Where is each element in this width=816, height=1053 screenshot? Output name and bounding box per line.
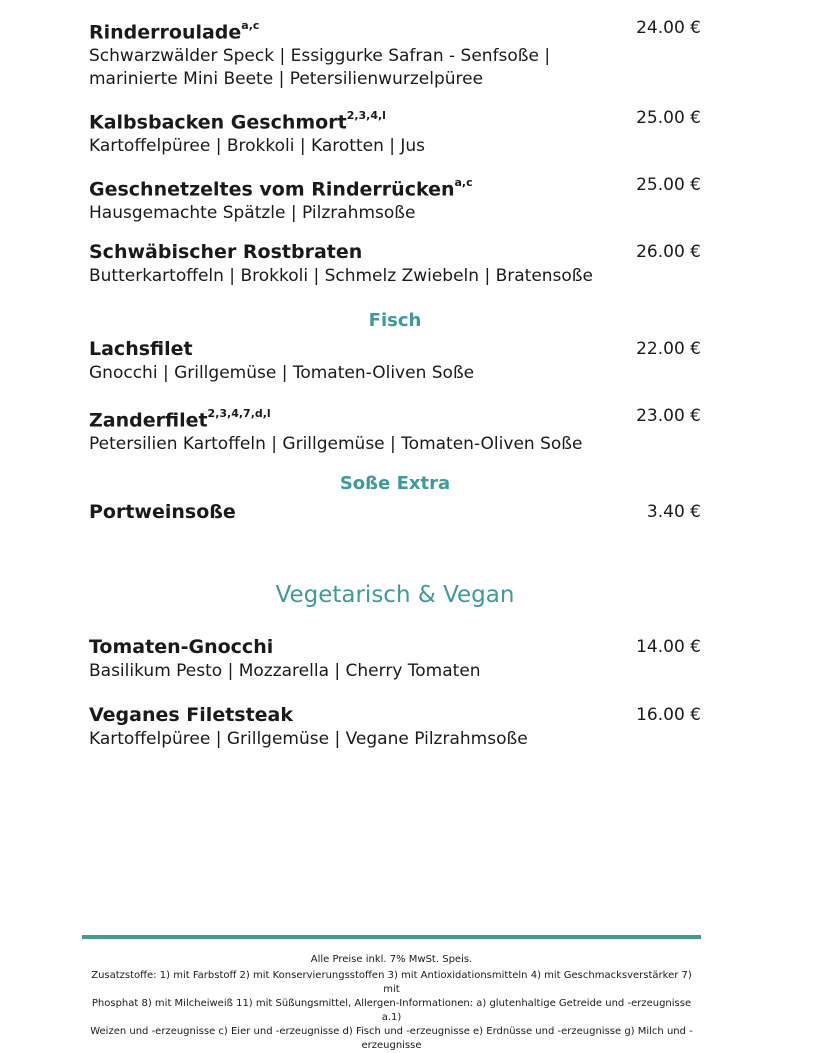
dish-name: Kalbsbacken Geschmort$^{2,3,4,l}$ <box>89 109 386 134</box>
dish-price: 24.00 € <box>636 18 701 38</box>
dish-price: 16.00 € <box>636 705 701 725</box>
dish-description: Petersilien Kartoffeln | Grillgemüse | Tomaten-Oliven Soße <box>89 434 583 455</box>
section-heading-vegetarisch-vegan: Vegetarisch & Vegan <box>275 582 515 608</box>
menu-item-geschnetzeltes <box>89 174 701 225</box>
dish-description: Kartoffelpüree | Grillgemüse | Vegane Pilzrahmsoße <box>89 729 528 749</box>
dish-name: Veganes Filetsteak <box>89 704 294 726</box>
menu-item-lachsfilet <box>89 338 701 385</box>
dish-name: Tomaten-Gnocchi <box>89 636 274 658</box>
dish-name: Schwäbischer Rostbraten <box>89 241 363 263</box>
dish-price: 25.00 € <box>636 108 701 128</box>
section-heading-sosse-extra: Soße Extra <box>339 473 451 494</box>
allergen-codes: a,c <box>241 19 260 32</box>
dish-description: Kartoffelpüree | Brokkoli | Karotten | Jus <box>89 136 426 157</box>
additives-line-2: Phosphat 8) mit Milcheiweiß 11) mit Süßungsmittel, Allergen-Informationen: a) glutenhaltige Getreide und -erzeugnisse a.1) <box>91 998 692 1023</box>
menu-item-veganes-filetsteak <box>89 704 701 751</box>
additives-line-3: Weizen und -erzeugnisse c) Eier und -erzeugnisse d) Fisch und -erzeugnisse e) Erdnüsse und -erzeugnisse g) Milch und -erzeugnisse <box>90 1026 693 1051</box>
dish-name: Zanderfilet$^{2,3,4,7,d,l}$ <box>89 407 271 432</box>
dish-price: 14.00 € <box>636 637 701 657</box>
dish-name: Lachsfilet <box>89 338 193 360</box>
dish-name: Geschnetzeltes vom Rinderrücken$^{a,c}$ <box>89 176 473 201</box>
additives-line-1: Zusatzstoffe: 1) mit Farbstoff 2) mit Konservierungsstoffen 3) mit Antioxidationsmitteln 4) mit Geschmacksverstärker 7) mit <box>91 970 692 995</box>
footer-divider <box>82 935 701 939</box>
allergen-codes: 2,3,4,l <box>346 109 386 122</box>
dish-price: 26.00 € <box>636 242 701 262</box>
dish-name: Portweinsoße <box>89 501 236 523</box>
dish-description: Basilikum Pesto | Mozzarella | Cherry Tomaten <box>89 661 481 681</box>
footer-notes <box>82 953 701 1053</box>
dish-price: 23.00 € <box>636 406 701 426</box>
dish-price: 22.00 € <box>636 339 701 359</box>
dish-price: 3.40 € <box>646 502 701 522</box>
menu-item-zanderfilet <box>89 405 701 456</box>
dish-description: Hausgemachte Spätzle | Pilzrahmsoße <box>89 203 416 224</box>
dish-name: Rinderroulade$^{a,c}$ <box>89 19 260 44</box>
menu-item-rostbraten <box>89 241 701 288</box>
menu-item-tomaten-gnocchi <box>89 636 701 683</box>
section-heading-fisch: Fisch <box>368 310 422 331</box>
dish-price: 25.00 € <box>636 175 701 195</box>
dish-description: Gnocchi | Grillgemüse | Tomaten-Oliven Soße <box>89 363 475 383</box>
vat-note: Alle Preise inkl. 7% MwSt. Speis. <box>310 954 473 965</box>
dish-description: Schwarzwälder Speck | Essiggurke Safran - Senfsoße | marinierte Mini Beete | Petersilienwurzelpüree <box>89 46 551 90</box>
dish-description: Butterkartoffeln | Brokkoli | Schmelz Zwiebeln | Bratensoße <box>89 266 593 286</box>
allergen-codes: a,c <box>454 176 473 189</box>
menu-item-rinderroulade <box>89 17 701 91</box>
menu-item-kalbsbacken <box>89 107 701 158</box>
menu-item-portweinsosse <box>89 501 701 523</box>
allergen-codes: 2,3,4,7,d,l <box>207 407 271 420</box>
